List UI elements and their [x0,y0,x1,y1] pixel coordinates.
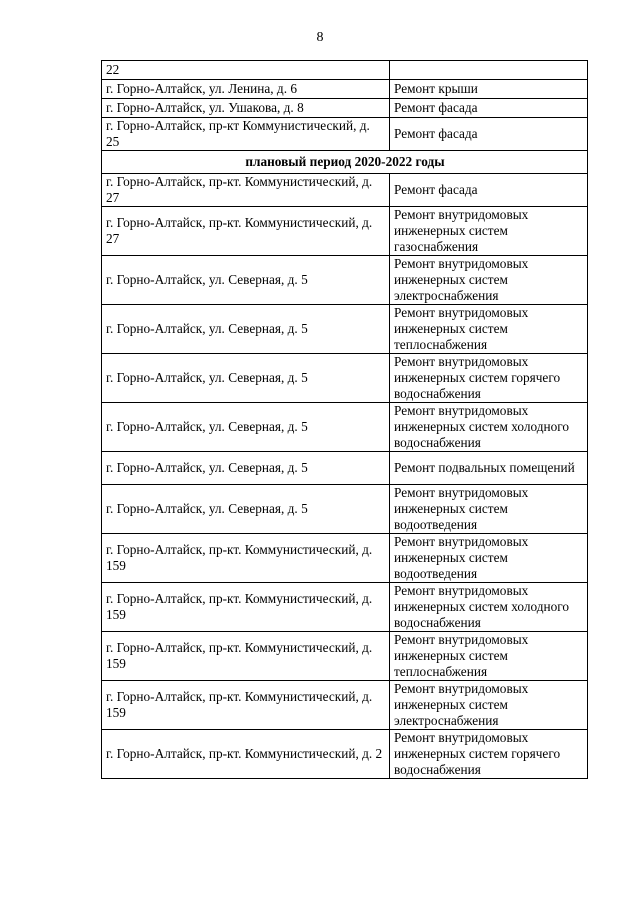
address-cell: г. Горно-Алтайск, пр-кт. Коммунистический, д. 159 [102,534,390,583]
table-row [102,118,588,151]
work-cell: Ремонт внутридомовых инженерных систем водоотведения [390,534,588,583]
repair-works-table [101,60,588,779]
section-row [102,151,588,174]
address-cell: г. Горно-Алтайск, пр-кт. Коммунистический, д. 159 [102,632,390,681]
work-cell: Ремонт крыши [390,80,588,99]
table-row [102,305,588,354]
address-cell: г. Горно-Алтайск, ул. Ленина, д. 6 [102,80,390,99]
page-number: 8 [316,30,324,45]
work-cell: Ремонт внутридомовых инженерных систем теплоснабжения [390,305,588,354]
work-cell: Ремонт внутридомовых инженерных систем горячего водоснабжения [390,730,588,779]
work-cell: Ремонт внутридомовых инженерных систем горячего водоснабжения [390,354,588,403]
work-cell [390,61,588,80]
table-row [102,485,588,534]
address-cell: г. Горно-Алтайск, ул. Северная, д. 5 [102,452,390,485]
table-row [102,207,588,256]
address-cell: г. Горно-Алтайск, ул. Северная, д. 5 [102,354,390,403]
table-row [102,256,588,305]
table-row [102,452,588,485]
table-row [102,174,588,207]
work-cell: Ремонт внутридомовых инженерных систем электроснабжения [390,681,588,730]
work-cell: Ремонт подвальных помещений [390,452,588,485]
address-cell: г. Горно-Алтайск, пр-кт. Коммунистический, д. 27 [102,207,390,256]
work-cell: Ремонт фасада [390,118,588,151]
table-row [102,61,588,80]
address-cell: г. Горно-Алтайск, пр-кт. Коммунистический, д. 159 [102,681,390,730]
work-cell: Ремонт внутридомовых инженерных систем холодного водоснабжения [390,403,588,452]
address-cell: г. Горно-Алтайск, пр-кт Коммунистический, д. 25 [102,118,390,151]
address-cell: 22 [102,61,390,80]
address-cell: г. Горно-Алтайск, пр-кт. Коммунистический, д. 27 [102,174,390,207]
work-cell: Ремонт внутридомовых инженерных систем теплоснабжения [390,632,588,681]
address-cell: г. Горно-Алтайск, ул. Северная, д. 5 [102,305,390,354]
table-row [102,730,588,779]
table-row [102,354,588,403]
work-cell: Ремонт внутридомовых инженерных систем водоотведения [390,485,588,534]
table-row [102,99,588,118]
work-cell: Ремонт внутридомовых инженерных систем электроснабжения [390,256,588,305]
address-cell: г. Горно-Алтайск, ул. Северная, д. 5 [102,485,390,534]
work-cell: Ремонт фасада [390,99,588,118]
table-row [102,583,588,632]
table-row [102,80,588,99]
address-cell: г. Горно-Алтайск, пр-кт. Коммунистический, д. 2 [102,730,390,779]
address-cell: г. Горно-Алтайск, ул. Северная, д. 5 [102,403,390,452]
table-row [102,681,588,730]
table-row [102,534,588,583]
section-title: плановый период 2020-2022 годы [102,151,588,174]
table-row [102,632,588,681]
address-cell: г. Горно-Алтайск, пр-кт. Коммунистический, д. 159 [102,583,390,632]
work-cell: Ремонт фасада [390,174,588,207]
work-cell: Ремонт внутридомовых инженерных систем холодного водоснабжения [390,583,588,632]
table-row [102,403,588,452]
address-cell: г. Горно-Алтайск, ул. Северная, д. 5 [102,256,390,305]
work-cell: Ремонт внутридомовых инженерных систем газоснабжения [390,207,588,256]
address-cell: г. Горно-Алтайск, ул. Ушакова, д. 8 [102,99,390,118]
